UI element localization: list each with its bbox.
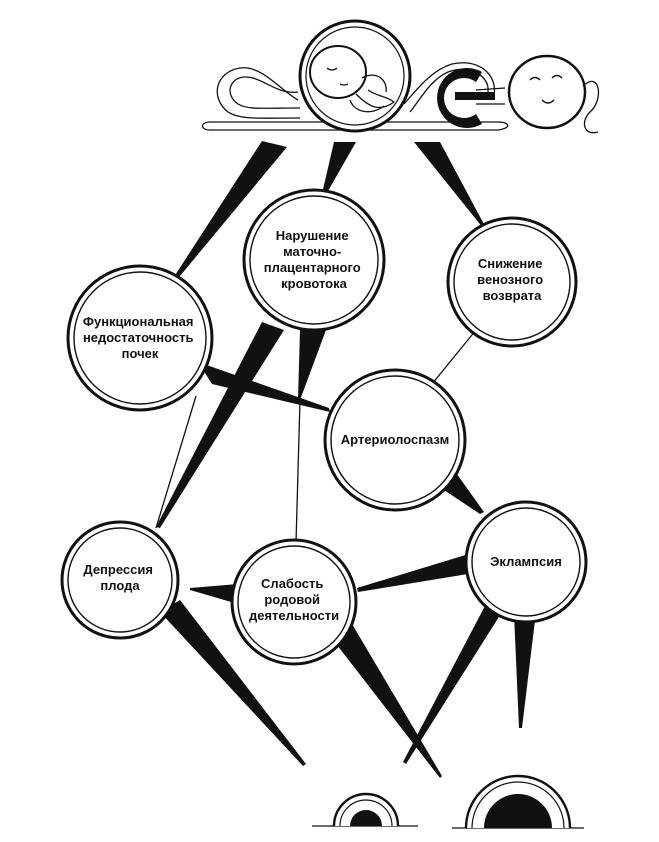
- mother-face-icon: [509, 56, 598, 133]
- node-placental-line-3: плацентарного: [263, 260, 361, 275]
- node-labor-weakness: [232, 540, 356, 664]
- connector-eclampsia-to-bottom-left: [403, 604, 502, 764]
- node-fetal-depression: [62, 522, 178, 638]
- node-labor-line-1: Слабость: [261, 576, 324, 591]
- connector-venous-to-arteriolospasm: [432, 330, 476, 384]
- node-fetal-line-2: плода: [100, 578, 140, 593]
- node-arteriolospasm: [325, 370, 465, 510]
- node-venous-line-2: венозного: [477, 272, 544, 287]
- connector-eclampsia-to-bottom-right: [514, 612, 536, 728]
- node-renal-line-2: недостаточность: [82, 330, 194, 345]
- node-placental-blood-flow: [244, 190, 384, 330]
- node-eclampsia: [466, 502, 586, 622]
- node-labor-line-3: деятельности: [248, 608, 340, 623]
- node-renal-line-1: Функциональная: [82, 314, 194, 329]
- node-renal-insufficiency: [68, 266, 212, 410]
- large-cervix-dilation-icon: [452, 776, 584, 828]
- node-placental-line-4: кровотока: [281, 276, 347, 291]
- node-placental-line-1: Нарушение: [275, 228, 349, 243]
- node-placental-line-2: маточно-: [283, 244, 342, 259]
- svg-text:Снижение венозного: [477, 256, 547, 303]
- node-venous-line-1: Снижение: [477, 256, 543, 271]
- top-illustration: [203, 21, 599, 133]
- node-eclampsia-label: Эклампсия: [490, 554, 562, 569]
- connector-labor-to-bottom: [330, 624, 442, 778]
- fetus-icon: [300, 21, 410, 131]
- connector-placental-wedge: [298, 330, 326, 400]
- node-labor-line-2: родовой: [264, 592, 321, 607]
- small-cervix-dilation-icon: [312, 794, 418, 826]
- connector-top-to-venous: [414, 142, 486, 228]
- node-venous-line-3: возврата: [482, 288, 542, 303]
- node-arteriolospasm-label: Артериолоспазм: [340, 432, 450, 447]
- node-renal-line-3: почек: [121, 346, 159, 361]
- node-fetal-line-1: Депрессия: [83, 562, 153, 577]
- connector-eclampsia-to-labor: [357, 553, 474, 592]
- compressed-vessel-icon: [437, 68, 505, 128]
- node-venous-return: [448, 218, 576, 346]
